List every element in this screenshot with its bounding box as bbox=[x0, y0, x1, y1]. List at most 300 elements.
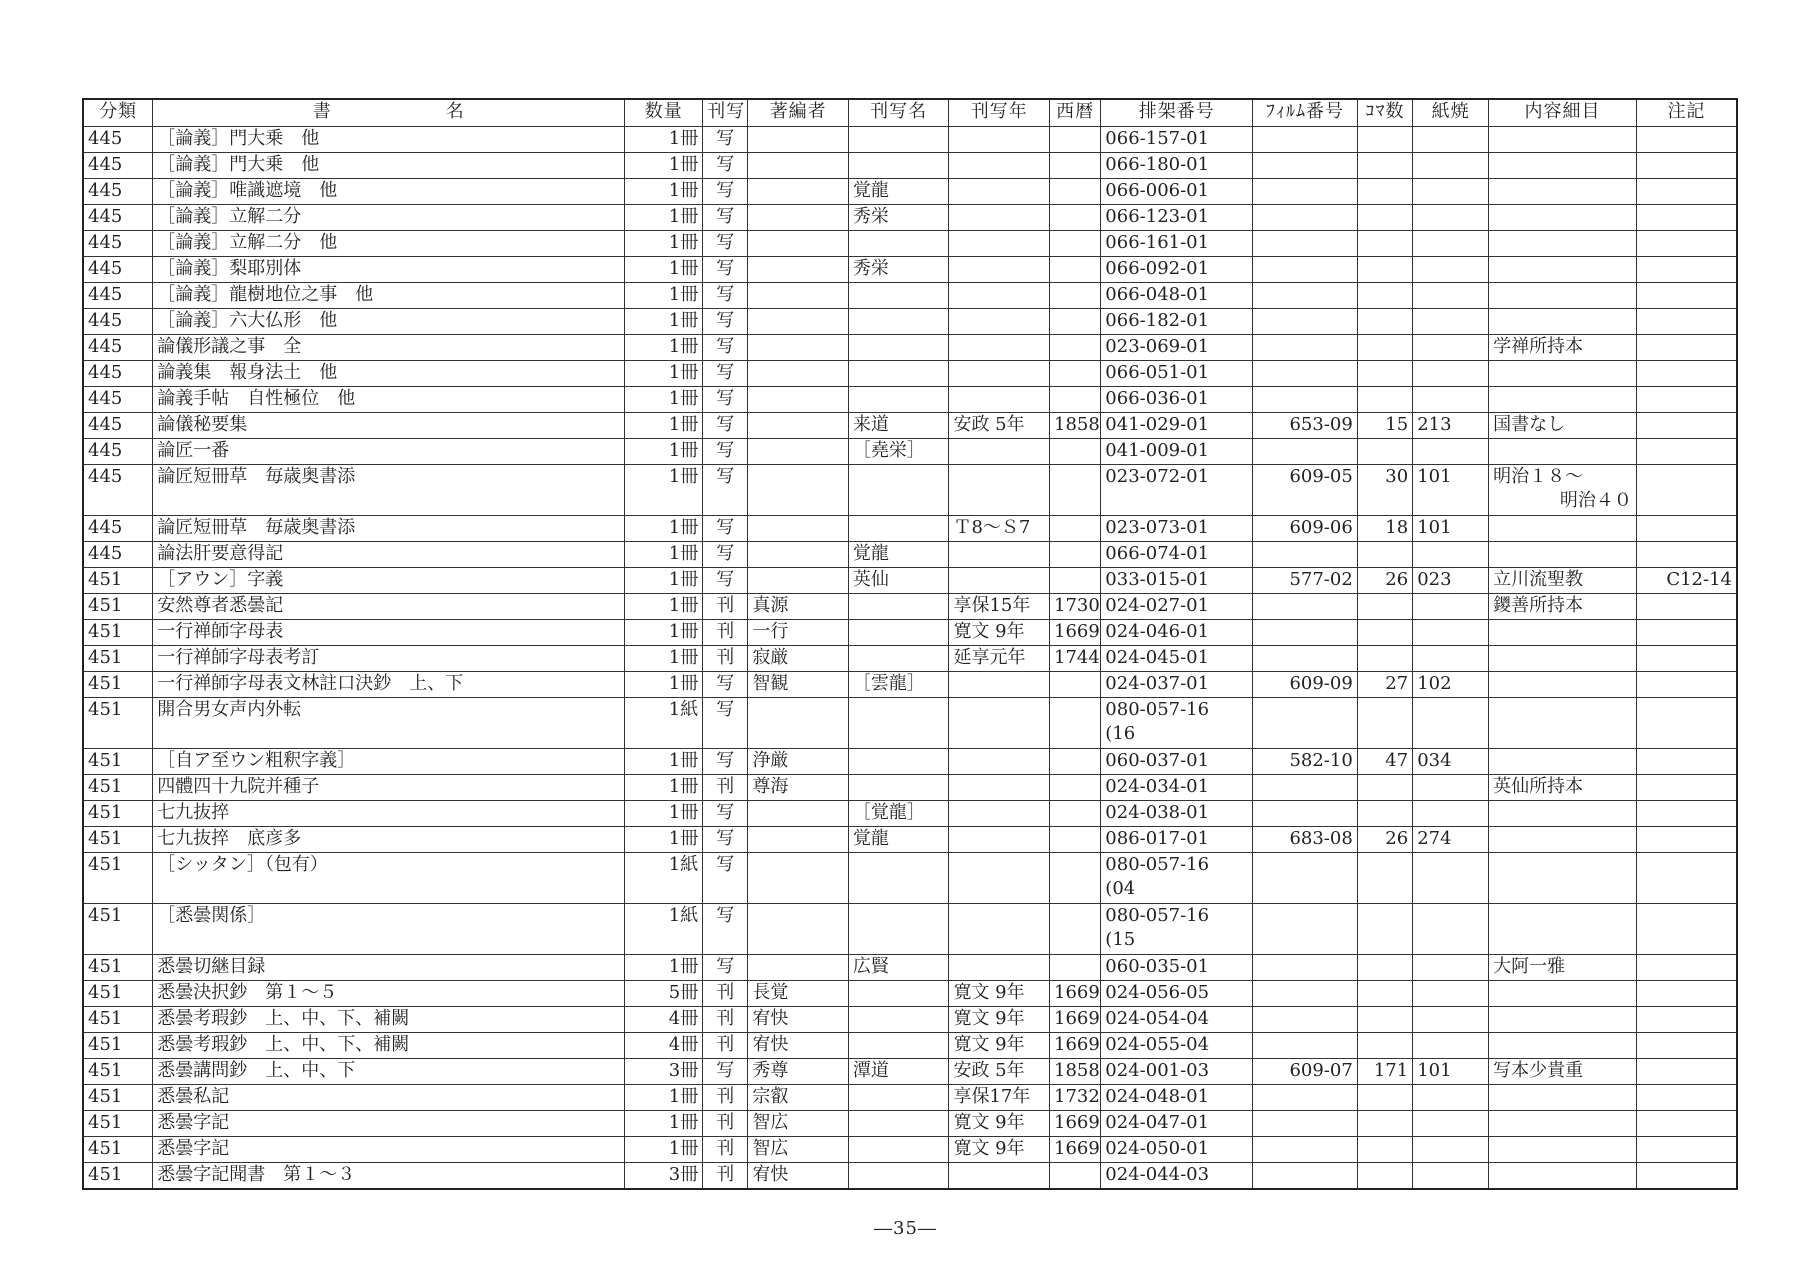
cell-frame-count bbox=[1357, 1111, 1412, 1137]
cell-print-type: 刊 bbox=[703, 1163, 748, 1190]
cell-year bbox=[1050, 1163, 1101, 1190]
header-copyist: 刊写名 bbox=[848, 99, 949, 127]
cell-print-type: 写 bbox=[703, 257, 748, 283]
cell-classification: 451 bbox=[83, 1059, 153, 1085]
cell-contents bbox=[1489, 361, 1637, 387]
cell-author bbox=[748, 127, 849, 153]
cell-quantity: 5冊 bbox=[625, 981, 703, 1007]
cell-notes bbox=[1636, 827, 1737, 853]
cell-title: 悉曇字記 bbox=[153, 1111, 625, 1137]
cell-print bbox=[1413, 801, 1489, 827]
cell-frame-count bbox=[1357, 904, 1412, 955]
cell-copyist: 秀栄 bbox=[848, 257, 949, 283]
cell-notes bbox=[1636, 1033, 1737, 1059]
cell-contents: 英仙所持本 bbox=[1489, 775, 1637, 801]
cell-frame-count: 18 bbox=[1357, 516, 1412, 542]
cell-print-type: 写 bbox=[703, 749, 748, 775]
cell-print bbox=[1413, 127, 1489, 153]
table-row bbox=[83, 672, 1737, 698]
cell-film-number bbox=[1253, 853, 1358, 904]
cell-frame-count: 15 bbox=[1357, 413, 1412, 439]
cell-contents bbox=[1489, 309, 1637, 335]
cell-date bbox=[949, 749, 1050, 775]
cell-frame-count bbox=[1357, 309, 1412, 335]
cell-notes bbox=[1636, 1111, 1737, 1137]
cell-title: 論儀形議之事 全 bbox=[153, 335, 625, 361]
cell-print bbox=[1413, 955, 1489, 981]
cell-shelf-number: 023-073-01 bbox=[1101, 516, 1253, 542]
cell-quantity: 1冊 bbox=[625, 827, 703, 853]
cell-shelf-number: 024-054-04 bbox=[1101, 1007, 1253, 1033]
cell-contents: 国書なし bbox=[1489, 413, 1637, 439]
cell-print-type: 写 bbox=[703, 904, 748, 955]
cell-author bbox=[748, 361, 849, 387]
table-row bbox=[83, 465, 1737, 516]
cell-frame-count bbox=[1357, 335, 1412, 361]
cell-copyist bbox=[848, 516, 949, 542]
cell-date bbox=[949, 387, 1050, 413]
cell-quantity: 4冊 bbox=[625, 1033, 703, 1059]
cell-shelf-number: 024-056-05 bbox=[1101, 981, 1253, 1007]
cell-date bbox=[949, 257, 1050, 283]
cell-title: ［論義］六大仏形 他 bbox=[153, 309, 625, 335]
cell-date: 安政 5年 bbox=[949, 413, 1050, 439]
cell-notes bbox=[1636, 179, 1737, 205]
cell-contents bbox=[1489, 698, 1637, 749]
cell-year: 1669 bbox=[1050, 620, 1101, 646]
cell-title: 悉曇字記聞書 第１～３ bbox=[153, 1163, 625, 1190]
cell-notes bbox=[1636, 904, 1737, 955]
cell-quantity: 1冊 bbox=[625, 179, 703, 205]
cell-film-number: 609-09 bbox=[1253, 672, 1358, 698]
cell-film-number bbox=[1253, 387, 1358, 413]
cell-notes bbox=[1636, 981, 1737, 1007]
cell-shelf-number: 024-048-01 bbox=[1101, 1085, 1253, 1111]
table-row bbox=[83, 620, 1737, 646]
cell-print-type: 写 bbox=[703, 205, 748, 231]
cell-quantity: 3冊 bbox=[625, 1059, 703, 1085]
cell-title: 論匠一番 bbox=[153, 439, 625, 465]
cell-copyist: ［覚龍］ bbox=[848, 801, 949, 827]
cell-copyist bbox=[848, 1137, 949, 1163]
cell-copyist: 来道 bbox=[848, 413, 949, 439]
cell-notes bbox=[1636, 1137, 1737, 1163]
cell-notes bbox=[1636, 387, 1737, 413]
table-row bbox=[83, 568, 1737, 594]
cell-print-type: 写 bbox=[703, 542, 748, 568]
header-author: 著編者 bbox=[748, 99, 849, 127]
cell-film-number bbox=[1253, 801, 1358, 827]
cell-date bbox=[949, 955, 1050, 981]
cell-print-type: 写 bbox=[703, 853, 748, 904]
cell-copyist bbox=[848, 335, 949, 361]
cell-copyist bbox=[848, 1007, 949, 1033]
cell-title: 論義集 報身法土 他 bbox=[153, 361, 625, 387]
cell-print: 101 bbox=[1413, 1059, 1489, 1085]
cell-author: 秀尊 bbox=[748, 1059, 849, 1085]
cell-print-type: 刊 bbox=[703, 594, 748, 620]
cell-shelf-number: 066-006-01 bbox=[1101, 179, 1253, 205]
cell-classification: 445 bbox=[83, 257, 153, 283]
cell-print: 274 bbox=[1413, 827, 1489, 853]
header-quantity: 数量 bbox=[625, 99, 703, 127]
cell-print-type: 刊 bbox=[703, 1033, 748, 1059]
cell-print-type: 刊 bbox=[703, 981, 748, 1007]
cell-author: 智広 bbox=[748, 1137, 849, 1163]
cell-year bbox=[1050, 542, 1101, 568]
cell-year bbox=[1050, 672, 1101, 698]
cell-frame-count bbox=[1357, 955, 1412, 981]
cell-classification: 451 bbox=[83, 801, 153, 827]
cell-title: 一行禅師字母表考訂 bbox=[153, 646, 625, 672]
cell-title: ［論義］唯識遮境 他 bbox=[153, 179, 625, 205]
cell-classification: 451 bbox=[83, 1163, 153, 1190]
cell-print bbox=[1413, 594, 1489, 620]
cell-frame-count: 27 bbox=[1357, 672, 1412, 698]
cell-print-type: 写 bbox=[703, 568, 748, 594]
cell-shelf-number: 066-092-01 bbox=[1101, 257, 1253, 283]
cell-film-number bbox=[1253, 1033, 1358, 1059]
cell-author: 宥快 bbox=[748, 1163, 849, 1190]
cell-author: 宥快 bbox=[748, 1007, 849, 1033]
cell-film-number bbox=[1253, 904, 1358, 955]
cell-film-number bbox=[1253, 646, 1358, 672]
cell-copyist bbox=[848, 361, 949, 387]
cell-author bbox=[748, 257, 849, 283]
cell-quantity: 1冊 bbox=[625, 127, 703, 153]
cell-film-number bbox=[1253, 1085, 1358, 1111]
cell-title: 論法肝要意得記 bbox=[153, 542, 625, 568]
cell-quantity: 1冊 bbox=[625, 672, 703, 698]
cell-quantity: 1冊 bbox=[625, 205, 703, 231]
cell-author bbox=[748, 465, 849, 516]
cell-frame-count bbox=[1357, 257, 1412, 283]
cell-line: 080-057-16 bbox=[1105, 854, 1210, 875]
cell-author bbox=[748, 801, 849, 827]
cell-shelf-number: 024-046-01 bbox=[1101, 620, 1253, 646]
cell-date bbox=[949, 205, 1050, 231]
cell-year bbox=[1050, 904, 1101, 955]
cell-classification: 445 bbox=[83, 205, 153, 231]
cell-shelf-number: 041-029-01 bbox=[1101, 413, 1253, 439]
cell-copyist: 覚龍 bbox=[848, 542, 949, 568]
cell-print: 034 bbox=[1413, 749, 1489, 775]
cell-film-number bbox=[1253, 153, 1358, 179]
cell-print: 101 bbox=[1413, 516, 1489, 542]
table-row bbox=[83, 775, 1737, 801]
table-row bbox=[83, 516, 1737, 542]
cell-frame-count bbox=[1357, 361, 1412, 387]
cell-shelf-number: 024-034-01 bbox=[1101, 775, 1253, 801]
cell-shelf-number: 024-027-01 bbox=[1101, 594, 1253, 620]
cell-copyist bbox=[848, 594, 949, 620]
cell-shelf-number: 066-161-01 bbox=[1101, 231, 1253, 257]
cell-print bbox=[1413, 981, 1489, 1007]
cell-quantity: 1冊 bbox=[625, 775, 703, 801]
cell-date: 寛文 9年 bbox=[949, 1137, 1050, 1163]
cell-year: 1858 bbox=[1050, 413, 1101, 439]
cell-shelf-number: 066-048-01 bbox=[1101, 283, 1253, 309]
cell-date bbox=[949, 153, 1050, 179]
cell-title: 論匠短冊草 毎歳奥書添 bbox=[153, 516, 625, 542]
cell-notes bbox=[1636, 853, 1737, 904]
cell-notes bbox=[1636, 749, 1737, 775]
cell-contents bbox=[1489, 1163, 1637, 1190]
cell-classification: 451 bbox=[83, 904, 153, 955]
cell-quantity: 1冊 bbox=[625, 801, 703, 827]
cell-contents bbox=[1489, 672, 1637, 698]
table-row bbox=[83, 1163, 1737, 1190]
cell-print: 101 bbox=[1413, 465, 1489, 516]
cell-print-type: 写 bbox=[703, 1059, 748, 1085]
cell-year bbox=[1050, 257, 1101, 283]
cell-author: 浄厳 bbox=[748, 749, 849, 775]
cell-year bbox=[1050, 568, 1101, 594]
cell-year bbox=[1050, 775, 1101, 801]
cell-title: ［論義］梨耶別体 bbox=[153, 257, 625, 283]
cell-date: 享保17年 bbox=[949, 1085, 1050, 1111]
cell-title: 悉曇講問鈔 上、中、下 bbox=[153, 1059, 625, 1085]
cell-shelf-number: 033-015-01 bbox=[1101, 568, 1253, 594]
cell-contents bbox=[1489, 257, 1637, 283]
cell-print bbox=[1413, 335, 1489, 361]
cell-film-number bbox=[1253, 179, 1358, 205]
cell-print-type: 写 bbox=[703, 361, 748, 387]
cell-contents bbox=[1489, 1085, 1637, 1111]
cell-shelf-number: 086-017-01 bbox=[1101, 827, 1253, 853]
cell-shelf-number: 066-182-01 bbox=[1101, 309, 1253, 335]
cell-author bbox=[748, 568, 849, 594]
cell-year bbox=[1050, 179, 1101, 205]
cell-frame-count bbox=[1357, 1163, 1412, 1190]
cell-year bbox=[1050, 439, 1101, 465]
cell-author bbox=[748, 205, 849, 231]
cell-author bbox=[748, 335, 849, 361]
cell-print bbox=[1413, 231, 1489, 257]
cell-title: ［シッタン］（包有） bbox=[153, 853, 625, 904]
cell-contents bbox=[1489, 853, 1637, 904]
cell-date bbox=[949, 335, 1050, 361]
cell-notes bbox=[1636, 1085, 1737, 1111]
cell-print bbox=[1413, 179, 1489, 205]
cell-frame-count: 26 bbox=[1357, 568, 1412, 594]
cell-film-number bbox=[1253, 1111, 1358, 1137]
cell-author: 真源 bbox=[748, 594, 849, 620]
table-row bbox=[83, 309, 1737, 335]
cell-print bbox=[1413, 620, 1489, 646]
cell-print-type: 写 bbox=[703, 413, 748, 439]
cell-author: 長覚 bbox=[748, 981, 849, 1007]
cell-notes bbox=[1636, 153, 1737, 179]
cell-film-number bbox=[1253, 283, 1358, 309]
cell-title: ［悉曇関係］ bbox=[153, 904, 625, 955]
cell-quantity: 1冊 bbox=[625, 955, 703, 981]
cell-year bbox=[1050, 698, 1101, 749]
cell-notes bbox=[1636, 620, 1737, 646]
cell-author: 一行 bbox=[748, 620, 849, 646]
page-number: ―35― bbox=[874, 1218, 937, 1239]
cell-title: 安然尊者悉曇記 bbox=[153, 594, 625, 620]
cell-quantity: 1冊 bbox=[625, 361, 703, 387]
header-contents: 内容細目 bbox=[1489, 99, 1637, 127]
cell-year: 1669 bbox=[1050, 981, 1101, 1007]
header-row bbox=[83, 99, 1737, 127]
cell-film-number bbox=[1253, 205, 1358, 231]
cell-title: 一行禅師字母表文林註口決鈔 上、下 bbox=[153, 672, 625, 698]
cell-film-number bbox=[1253, 1137, 1358, 1163]
cell-title: 悉曇考瑕鈔 上、中、下、補闕 bbox=[153, 1033, 625, 1059]
cell-film-number bbox=[1253, 1163, 1358, 1190]
cell-frame-count bbox=[1357, 387, 1412, 413]
catalog-page bbox=[82, 98, 1738, 1190]
cell-shelf-number: 023-072-01 bbox=[1101, 465, 1253, 516]
cell-author: 智観 bbox=[748, 672, 849, 698]
cell-author: 智広 bbox=[748, 1111, 849, 1137]
cell-print-type: 写 bbox=[703, 127, 748, 153]
cell-line: (16 bbox=[1105, 723, 1136, 744]
cell-notes bbox=[1636, 594, 1737, 620]
cell-contents: 写本少貴重 bbox=[1489, 1059, 1637, 1085]
cell-print bbox=[1413, 361, 1489, 387]
cell-frame-count bbox=[1357, 1033, 1412, 1059]
cell-date: 延享元年 bbox=[949, 646, 1050, 672]
cell-copyist bbox=[848, 904, 949, 955]
cell-classification: 445 bbox=[83, 127, 153, 153]
header-title: 書 名 bbox=[153, 99, 625, 127]
cell-year bbox=[1050, 749, 1101, 775]
cell-year bbox=[1050, 153, 1101, 179]
cell-print-type: 写 bbox=[703, 465, 748, 516]
cell-shelf-number: 024-037-01 bbox=[1101, 672, 1253, 698]
cell-print-type: 写 bbox=[703, 153, 748, 179]
table-row bbox=[83, 904, 1737, 955]
cell-year: 1730 bbox=[1050, 594, 1101, 620]
cell-print bbox=[1413, 205, 1489, 231]
cell-line: 明治１８～ bbox=[1493, 466, 1584, 487]
cell-print: 023 bbox=[1413, 568, 1489, 594]
cell-year bbox=[1050, 827, 1101, 853]
cell-frame-count: 30 bbox=[1357, 465, 1412, 516]
cell-year bbox=[1050, 853, 1101, 904]
table-row bbox=[83, 646, 1737, 672]
cell-date bbox=[949, 672, 1050, 698]
cell-classification: 445 bbox=[83, 413, 153, 439]
cell-print bbox=[1413, 1085, 1489, 1111]
cell-title: 七九抜捽 底彦多 bbox=[153, 827, 625, 853]
cell-print bbox=[1413, 309, 1489, 335]
cell-film-number bbox=[1253, 620, 1358, 646]
table-row bbox=[83, 1085, 1737, 1111]
cell-print-type: 写 bbox=[703, 309, 748, 335]
cell-contents bbox=[1489, 981, 1637, 1007]
cell-classification: 445 bbox=[83, 283, 153, 309]
cell-frame-count bbox=[1357, 127, 1412, 153]
cell-author bbox=[748, 698, 849, 749]
cell-print bbox=[1413, 1033, 1489, 1059]
cell-copyist: 英仙 bbox=[848, 568, 949, 594]
cell-title: 悉曇決択鈔 第１～５ bbox=[153, 981, 625, 1007]
cell-quantity: 1冊 bbox=[625, 516, 703, 542]
cell-frame-count bbox=[1357, 179, 1412, 205]
cell-title: 悉曇字記 bbox=[153, 1137, 625, 1163]
cell-notes bbox=[1636, 335, 1737, 361]
cell-film-number bbox=[1253, 594, 1358, 620]
cell-frame-count bbox=[1357, 205, 1412, 231]
cell-quantity: 1冊 bbox=[625, 646, 703, 672]
cell-date bbox=[949, 904, 1050, 955]
table-row bbox=[83, 127, 1737, 153]
cell-date bbox=[949, 309, 1050, 335]
cell-notes bbox=[1636, 516, 1737, 542]
cell-year bbox=[1050, 309, 1101, 335]
cell-classification: 451 bbox=[83, 1137, 153, 1163]
cell-copyist bbox=[848, 646, 949, 672]
cell-contents bbox=[1489, 749, 1637, 775]
cell-author bbox=[748, 231, 849, 257]
cell-year bbox=[1050, 361, 1101, 387]
cell-print-type: 写 bbox=[703, 698, 748, 749]
cell-date bbox=[949, 775, 1050, 801]
cell-classification: 445 bbox=[83, 231, 153, 257]
cell-film-number: 653-09 bbox=[1253, 413, 1358, 439]
cell-shelf-number: 023-069-01 bbox=[1101, 335, 1253, 361]
cell-frame-count bbox=[1357, 646, 1412, 672]
cell-contents bbox=[1489, 283, 1637, 309]
cell-copyist bbox=[848, 620, 949, 646]
cell-line: 080-057-16 bbox=[1105, 699, 1210, 720]
cell-year: 1669 bbox=[1050, 1111, 1101, 1137]
cell-notes bbox=[1636, 231, 1737, 257]
cell-print-type: 写 bbox=[703, 672, 748, 698]
cell-author: 宗叡 bbox=[748, 1085, 849, 1111]
cell-copyist: 潭道 bbox=[848, 1059, 949, 1085]
cell-classification: 445 bbox=[83, 309, 153, 335]
cell-notes bbox=[1636, 439, 1737, 465]
cell-contents: 立川流聖教 bbox=[1489, 568, 1637, 594]
cell-copyist bbox=[848, 1111, 949, 1137]
cell-copyist bbox=[848, 127, 949, 153]
cell-film-number bbox=[1253, 439, 1358, 465]
cell-print-type: 刊 bbox=[703, 775, 748, 801]
cell-shelf-number: 060-037-01 bbox=[1101, 749, 1253, 775]
cell-year bbox=[1050, 283, 1101, 309]
table-row bbox=[83, 439, 1737, 465]
cell-print bbox=[1413, 698, 1489, 749]
cell-classification: 451 bbox=[83, 981, 153, 1007]
cell-shelf-number: 060-035-01 bbox=[1101, 955, 1253, 981]
table-row bbox=[83, 205, 1737, 231]
table-row bbox=[83, 542, 1737, 568]
cell-title: 悉曇私記 bbox=[153, 1085, 625, 1111]
cell-year bbox=[1050, 127, 1101, 153]
cell-print: 213 bbox=[1413, 413, 1489, 439]
cell-line: 080-057-16 bbox=[1105, 905, 1210, 926]
cell-print-type: 刊 bbox=[703, 1111, 748, 1137]
cell-title: 論匠短冊草 毎歳奥書添 bbox=[153, 465, 625, 516]
cell-notes bbox=[1636, 672, 1737, 698]
cell-contents bbox=[1489, 827, 1637, 853]
cell-contents bbox=[1489, 542, 1637, 568]
cell-copyist: 覚龍 bbox=[848, 827, 949, 853]
cell-line: (15 bbox=[1105, 929, 1136, 950]
cell-classification: 445 bbox=[83, 439, 153, 465]
cell-shelf-number: 066-157-01 bbox=[1101, 127, 1253, 153]
cell-date bbox=[949, 1163, 1050, 1190]
cell-frame-count bbox=[1357, 620, 1412, 646]
cell-author: 宥快 bbox=[748, 1033, 849, 1059]
cell-frame-count bbox=[1357, 231, 1412, 257]
table-row bbox=[83, 283, 1737, 309]
